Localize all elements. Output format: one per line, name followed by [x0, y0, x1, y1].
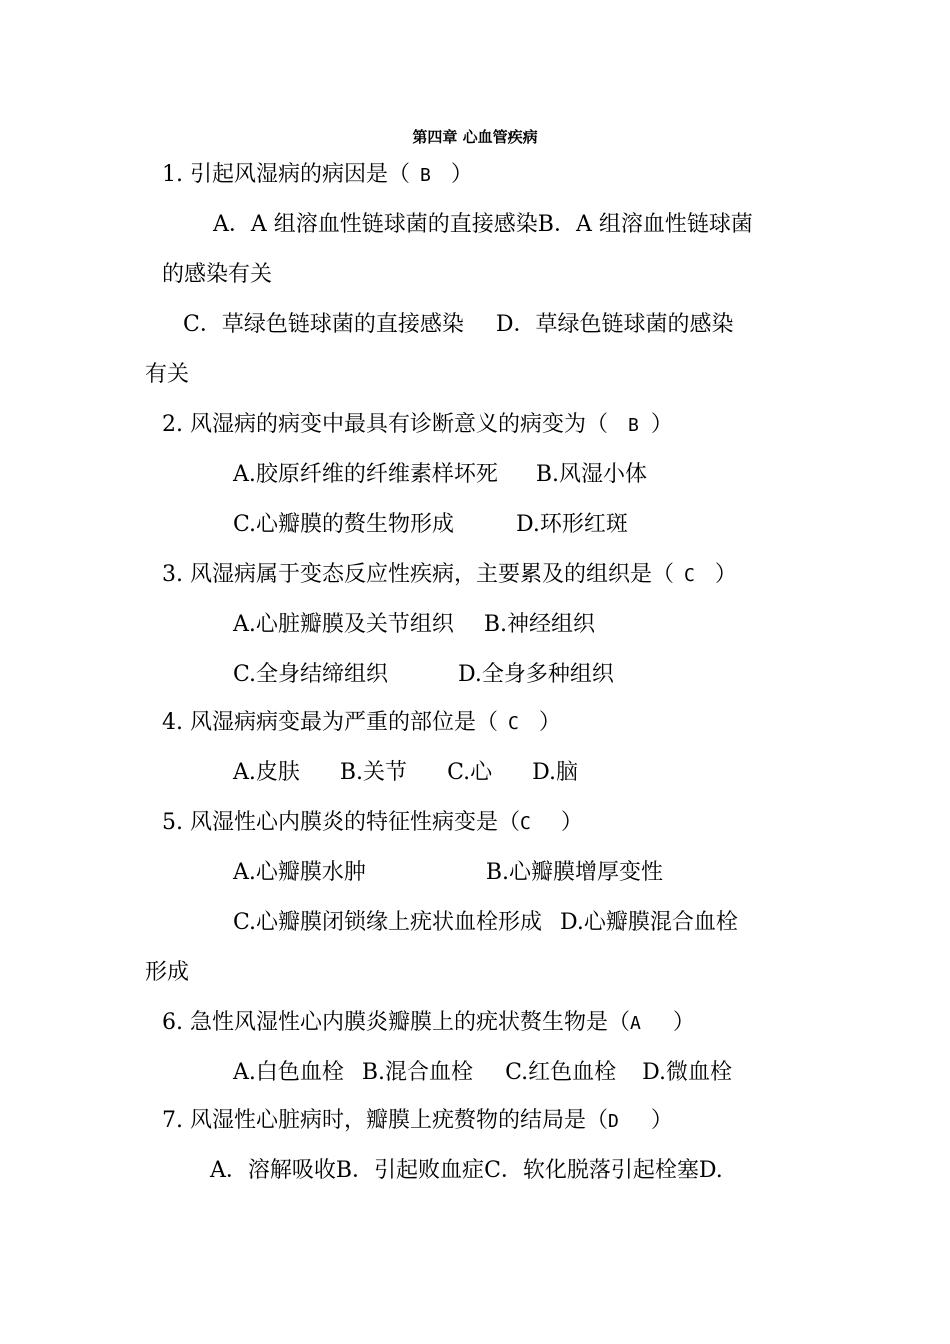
option-b: B.心瓣膜增厚变性 [485, 860, 664, 885]
option-b: B．引起败血症 [335, 1158, 485, 1183]
option-d: D.微血栓 [642, 1060, 732, 1085]
question-1-options-cd [183, 310, 733, 340]
option-c: C．软化脱落引起栓塞 [484, 1158, 699, 1183]
option-a: A．A 组溶血性链球菌的直接感染 [213, 212, 538, 237]
option-d: D.心瓣膜混合血栓 [560, 910, 738, 935]
option-c: C.红色血栓 [505, 1060, 617, 1085]
option-b: B.关节 [339, 760, 408, 785]
question-1-stem: 1. 引起风湿病的病因是（ B ） [162, 162, 473, 187]
question-2-stem: 2. 风湿病的病变中最具有诊断意义的病变为（ B ） [162, 412, 673, 437]
option-b: B.风湿小体 [535, 462, 648, 487]
question-3-answer: C [684, 565, 695, 586]
option-a: A.心脏瓣膜及关节组织 [233, 612, 454, 637]
option-a: A.心瓣膜水肿 [233, 860, 366, 885]
question-1-answer: B [419, 165, 431, 186]
question-7-options [210, 1156, 723, 1186]
question-1-options-ab [213, 210, 753, 240]
option-b: B.混合血栓 [361, 1060, 474, 1085]
option-c: C.全身结缔组织 [233, 662, 389, 687]
option-d: D.全身多种组织 [458, 662, 614, 687]
question-3-options-ab [233, 610, 595, 640]
question-2-answer: B [628, 415, 639, 436]
option-b: B.神经组织 [483, 612, 596, 637]
question-5-stem: 5. 风湿性心内膜炎的特征性病变是（C ） [162, 810, 583, 835]
option-d: D. [698, 1158, 723, 1183]
question-1-option-d-cont: 有关 [145, 362, 190, 387]
question-7-answer: D [608, 1111, 619, 1132]
question-5-answer: C [520, 813, 531, 834]
question-1-option-b-cont: 的感染有关 [162, 262, 273, 287]
question-2-options-cd [233, 510, 628, 540]
question-4-options [233, 758, 578, 788]
option-d: D.环形红斑 [516, 512, 628, 537]
option-c: C.心瓣膜闭锁缘上疣状血栓形成 [233, 910, 543, 935]
option-d: D．草绿色链球菌的感染 [495, 312, 734, 337]
question-5-options-ab [233, 858, 663, 888]
question-3-stem: 3. 风湿病属于变态反应性疾病，主要累及的组织是（ C ） [162, 562, 737, 587]
option-a: A．溶解吸收 [210, 1158, 336, 1183]
question-5-option-d-cont: 形成 [145, 960, 190, 985]
question-6-options [233, 1058, 732, 1088]
question-6-answer: A [630, 1013, 641, 1034]
option-a: A.白色血栓 [233, 1060, 344, 1085]
question-4-stem: 4. 风湿病病变最为严重的部位是（ C ） [162, 710, 561, 735]
option-c: C．草绿色链球菌的直接感染 [183, 312, 464, 337]
option-d: D.脑 [532, 760, 578, 785]
chapter-title: 第四章 心血管疾病 [412, 128, 538, 146]
option-c: C.心瓣膜的赘生物形成 [233, 512, 455, 537]
question-2-options-ab [233, 460, 647, 490]
question-5-options-cd [233, 908, 738, 938]
option-c: C.心 [447, 760, 493, 785]
question-4-answer: C [508, 713, 519, 734]
question-7-stem: 7. 风湿性心脏病时，瓣膜上疣赘物的结局是（D ） [162, 1108, 673, 1133]
question-3-options-cd [233, 660, 614, 690]
option-a: A.皮肤 [233, 760, 300, 785]
option-b: B．A 组溶血性链球菌 [537, 212, 753, 237]
option-a: A.胶原纤维的纤维素样坏死 [233, 462, 498, 487]
question-6-stem: 6. 急性风湿性心内膜炎瓣膜上的疣状赘生物是（A ） [162, 1010, 695, 1035]
